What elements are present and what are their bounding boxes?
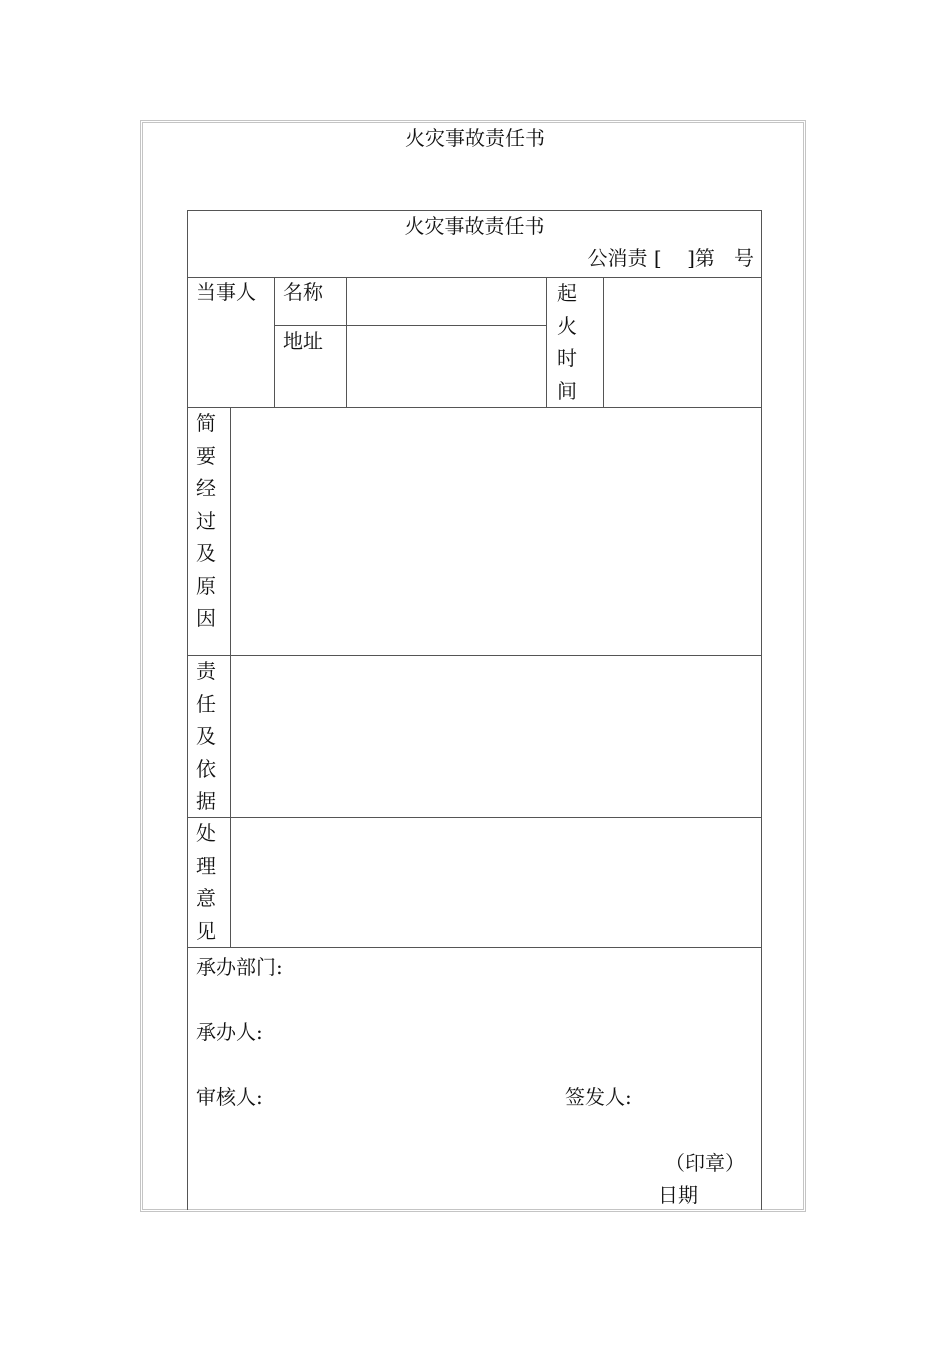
fire-accident-form [187, 210, 762, 1210]
responsibility-label-char: 责 [196, 659, 216, 683]
fire-time-label-char: 间 [557, 378, 577, 403]
vrule-label-column [230, 407, 231, 948]
name-label: 名称 [283, 280, 323, 304]
vrule-value [546, 277, 547, 408]
responsibility-label-char: 任 [196, 691, 216, 716]
summary-label-char: 原 [196, 573, 216, 598]
reviewer-label: 审核人: [196, 1085, 263, 1109]
seal-label: （印章） [665, 1151, 745, 1175]
summary-label-char: 要 [196, 443, 216, 468]
dept-label: 承办部门: [196, 955, 283, 979]
date-label: 日期 [658, 1183, 698, 1207]
summary-label-char: 因 [196, 606, 216, 630]
handling-label-char: 理 [196, 853, 216, 878]
issuer-label: 签发人: [565, 1085, 632, 1109]
fire-time-label-char: 时 [557, 346, 577, 370]
summary-label-char: 简 [196, 411, 216, 435]
address-label: 地址 [283, 329, 323, 353]
summary-label-char: 及 [196, 541, 216, 565]
fire-time-label-char: 火 [557, 313, 577, 338]
party-label: 当事人 [196, 280, 256, 304]
summary-label-char: 经 [196, 476, 216, 500]
form-border-left [187, 210, 188, 1210]
responsibility-label-char: 依 [196, 756, 216, 781]
vrule-firetime [603, 277, 604, 408]
rule-handling [187, 947, 762, 948]
handling-label [195, 817, 217, 947]
doc-number: 公消责 [ ]第 号 [587, 246, 754, 270]
form-border-right [761, 210, 762, 1210]
fire-time-label [556, 277, 578, 407]
page-title: 火灾事故责任书 [405, 126, 545, 150]
responsibility-label-char: 及 [196, 724, 216, 748]
handling-label-char: 意 [196, 886, 216, 910]
handling-label-char: 处 [196, 821, 216, 845]
handler-label: 承办人: [196, 1020, 263, 1044]
responsibility-label [195, 655, 217, 818]
summary-label [195, 407, 217, 635]
summary-label-char: 过 [196, 508, 216, 533]
responsibility-label-char: 据 [196, 789, 216, 813]
fire-time-label-char: 起 [557, 281, 577, 305]
form-title: 火灾事故责任书 [404, 214, 545, 238]
handling-label-char: 见 [196, 918, 216, 943]
rule-summary [187, 655, 762, 656]
vrule-party [274, 277, 275, 408]
rule-responsibility [187, 817, 762, 818]
rule-name-address [274, 325, 547, 326]
vrule-label [346, 277, 347, 408]
form-border-top [187, 210, 762, 211]
